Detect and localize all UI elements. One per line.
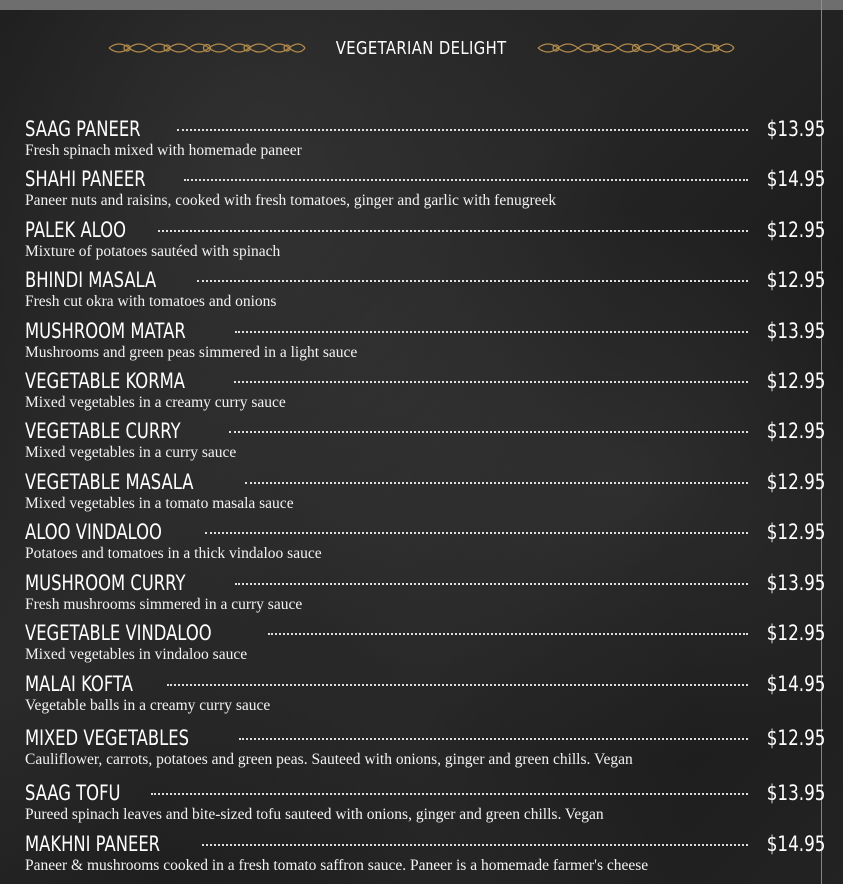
- item-price: $12.95: [766, 369, 825, 393]
- item-description: Paneer nuts and raisins, cooked with fresh tomatoes, ginger and garlic with fenugreek: [25, 192, 557, 209]
- item-name: VEGETABLE MASALA: [25, 470, 194, 494]
- dot-leader: [245, 482, 748, 484]
- item-name: VEGETABLE KORMA: [25, 369, 185, 393]
- item-description: Mixed vegetables in a curry sauce: [25, 444, 237, 461]
- menu-item: [25, 620, 825, 664]
- item-name: MAKHNI PANEER: [25, 832, 161, 856]
- item-price: $12.95: [766, 218, 825, 242]
- item-name: BHINDI MASALA: [25, 268, 157, 292]
- menu-item: [25, 570, 825, 614]
- item-description: Paneer & mushrooms cooked in a fresh tomato saffron sauce. Paneer is a homemade farmer's cheese: [25, 857, 649, 874]
- item-description: Mixed vegetables in vindaloo sauce: [25, 646, 248, 663]
- menu-item: [25, 671, 825, 715]
- item-name: MUSHROOM MATAR: [25, 319, 186, 343]
- item-price: $12.95: [766, 470, 825, 494]
- item-description: Fresh spinach mixed with homemade paneer: [25, 142, 302, 159]
- menu-item: [25, 469, 825, 513]
- menu-item: [25, 116, 825, 160]
- menu-item: [25, 519, 825, 563]
- dot-leader: [235, 331, 747, 333]
- item-description: Mushrooms and green peas simmered in a light sauce: [25, 344, 358, 361]
- item-name: ALOO VINDALOO: [25, 520, 162, 544]
- item-price: $13.95: [766, 319, 825, 343]
- menu-item: [25, 166, 825, 210]
- item-name: MUSHROOM CURRY: [25, 571, 186, 595]
- dot-leader: [205, 532, 748, 534]
- dot-leader: [268, 633, 747, 635]
- item-name: MIXED VEGETABLES: [25, 726, 190, 750]
- dot-leader: [167, 684, 747, 686]
- item-price: $13.95: [766, 571, 825, 595]
- item-price: $12.95: [766, 268, 825, 292]
- menu-item: [25, 725, 825, 769]
- item-description: Fresh mushrooms simmered in a curry sauce: [25, 596, 303, 613]
- item-description: Mixture of potatoes sautéed with spinach: [25, 243, 281, 260]
- item-description: Fresh cut okra with tomatoes and onions: [25, 293, 277, 310]
- top-bar: [0, 0, 843, 10]
- item-name: SAAG PANEER: [25, 117, 141, 141]
- item-price: $13.95: [766, 781, 825, 805]
- menu-item: [25, 217, 825, 261]
- menu-item: [25, 418, 825, 462]
- item-price: $12.95: [766, 419, 825, 443]
- item-name: VEGETABLE VINDALOO: [25, 621, 212, 645]
- menu-item: [25, 368, 825, 412]
- item-description: Vegetable balls in a creamy curry sauce: [25, 697, 271, 714]
- section-title: VEGETARIAN DELIGHT: [336, 37, 507, 59]
- item-price: $12.95: [766, 726, 825, 750]
- dot-leader: [202, 844, 747, 846]
- item-description: Mixed vegetables in a creamy curry sauce: [25, 394, 286, 411]
- item-name: VEGETABLE CURRY: [25, 419, 181, 443]
- item-name: MALAI KOFTA: [25, 672, 133, 696]
- dot-leader: [158, 230, 747, 232]
- item-name: SHAHI PANEER: [25, 167, 146, 191]
- item-price: $14.95: [766, 672, 825, 696]
- menu-item: [25, 780, 825, 824]
- dot-leader: [184, 179, 748, 181]
- item-price: $14.95: [766, 167, 825, 191]
- item-price: $12.95: [766, 520, 825, 544]
- dot-leader: [197, 280, 747, 282]
- item-description: Pureed spinach leaves and bite-sized tofu sauteed with onions, ginger and green chills. Vegan: [25, 806, 604, 823]
- dot-leader: [235, 583, 748, 585]
- dot-leader: [234, 381, 747, 383]
- item-price: $14.95: [766, 832, 825, 856]
- menu-item: [25, 267, 825, 311]
- item-price: $13.95: [766, 117, 825, 141]
- left-ornament-icon: [107, 38, 307, 58]
- item-price: $12.95: [766, 621, 825, 645]
- item-description: Mixed vegetables in a tomato masala sauce: [25, 495, 294, 512]
- section-heading: [0, 34, 843, 62]
- item-name: SAAG TOFU: [25, 781, 121, 805]
- dot-leader: [239, 738, 747, 740]
- dot-leader: [229, 431, 748, 433]
- item-description: Cauliflower, carrots, potatoes and green peas. Sauteed with onions, ginger and green chills. Vegan: [25, 751, 633, 768]
- right-ornament-icon: [536, 38, 736, 58]
- dot-leader: [177, 129, 747, 131]
- item-name: PALEK ALOO: [25, 218, 126, 242]
- dot-leader: [151, 793, 747, 795]
- item-description: Potatoes and tomatoes in a thick vindaloo sauce: [25, 545, 322, 562]
- menu-item: [25, 831, 825, 875]
- menu-item: [25, 318, 825, 362]
